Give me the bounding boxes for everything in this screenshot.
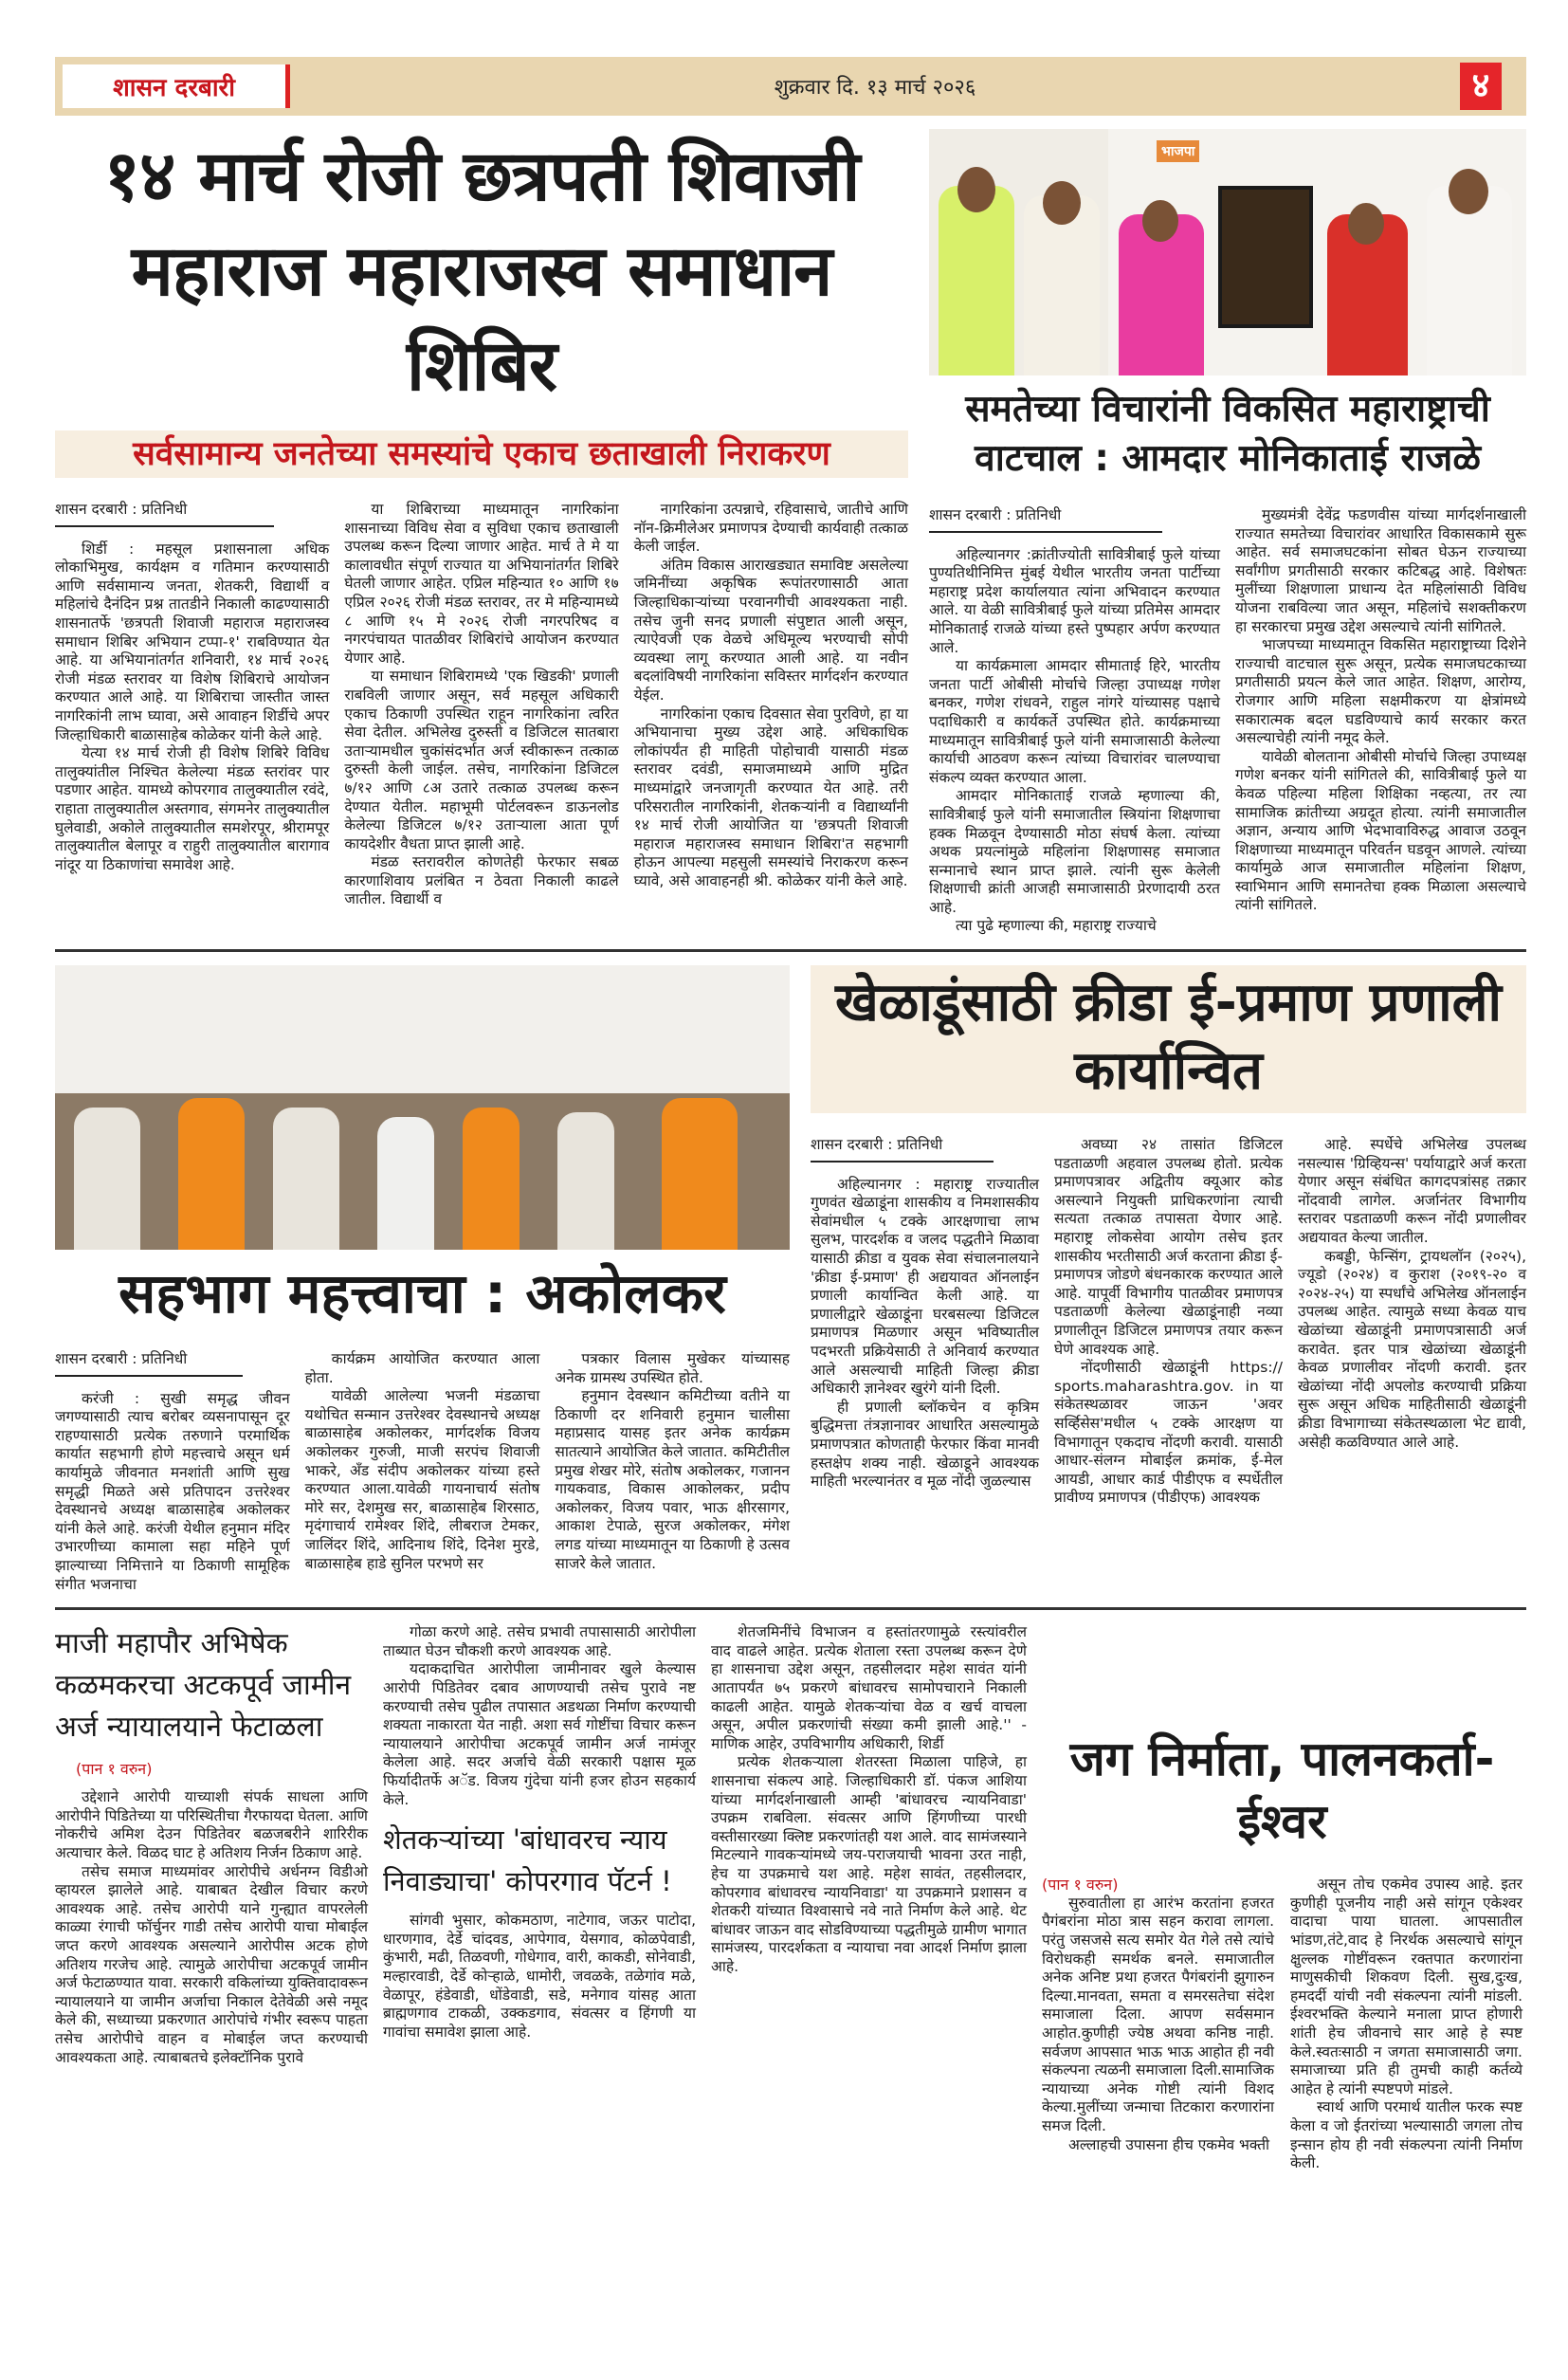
a6-column (711, 1623, 1027, 1976)
paragraph: अल्लाहची उपासना हीच एकमेव भक्ती (1068, 2135, 1270, 2153)
a2-headline: समतेच्या विचारांनी विकसित महाराष्ट्राची वाटचाल : आमदार मोनिकाताई राजळे (965, 388, 1490, 480)
paragraph: यदाकदाचित आरोपीला जामीनावर खुले केल्यास आरोपी पिडितेवर दबाव आणण्याची तसेच पुरावे नष्ट करण्याची तसेच पुढील तपासात अडथळा निर्माण करण्याची शक्यता नाकारता येत नाही. अशा सर्व गोष्टींचा विचार करून न्यायालयाने आरोपीचा अटकपूर्व जामीन अर्ज नामंजूर केलेला आहे. सदर अर्जाचे वेळी सरकारी पक्षास मूळ फिर्यादीतर्फे अॅड. विजय गुंदेचा यांनी हजर होउन सहकार्य केले. (383, 1660, 696, 1808)
a1-col1 (55, 501, 329, 874)
a2-col1 (929, 506, 1220, 936)
paragraph: या समाधान शिबिरामध्ये 'एक खिडकी' प्रणाली राबविली जाणार असून, सर्व महसूल अधिकारी एकाच ठिकाणी उपस्थित राहून नागरिकांना त्वरित सेवा देतील. अभिलेख दुरुस्ती व डिजिटल सातबारा उताऱ्यामधील चुकांसंदर्भात अर्ज स्वीकारून तत्काळ दुरुस्ती केली जाईल. तसेच, नागरिकांना डिजिटल ७/१२ आणि ८अ उतारे तत्काळ उपलब्ध करून देण्यात येतील. महाभूमी पोर्टलवरून डाऊनलोड केलेल्या डिजिटल ७/१२ उताऱ्याला आता पूर्ण कायदेशीर वैधता प्राप्त झाली आहे. (344, 668, 619, 852)
paragraph: नागरिकांना उत्पन्नाचे, रहिवासाचे, जातीचे आणि नॉन-क्रिमीलेअर प्रमाणपत्र देण्याची कार्यवाही तत्काळ केली जाईल. (633, 501, 908, 556)
a5-headline: माजी महापौर अभिषेक कळमकरचा अटकपूर्व जामीन अर्ज न्यायालयाने फेटाळला (55, 1627, 352, 1745)
a4-col3 (1298, 1136, 1526, 1452)
a5-col1 (55, 1788, 368, 2067)
paragraph: ही प्रणाली ब्लॉकचेन व कृत्रिम बुद्धिमत्ता तंत्रज्ञानावर आधारित असल्यामुळे प्रमाणपत्रात कोणताही फेरफार किंवा मानवी हस्तक्षेप शक्य नाही. खेळाडूने आवश्यक माहिती भरल्यानंतर व मूळ नोंदी जुळल्यास (811, 1398, 1039, 1491)
byline: शासन दरबारी : प्रतिनिधी (55, 1350, 243, 1377)
paragraph: अहिल्यानगर : महाराष्ट्र राज्यातील गुणवंत खेळाडूंना शासकीय व निमशासकीय सेवांमधील ५ टक्के आरक्षणाचा लाभ सुलभ, पारदर्शक व जलद पद्धतीने मिळावा यासाठी क्रीडा व युवक सेवा संचालनालयाने 'क्रीडा ई-प्रमाण' ही अद्ययावत ऑनलाईन प्रणाली कार्यान्वित केली आहे. या प्रणालीद्वारे खेळाडूंना घरबसल्या डिजिटल प्रमाणपत्र मिळणार असून भविष्यातील पदभरती प्रक्रियेसाठी ते अनिवार्य करण्यात आले असल्याची माहिती जिल्हा क्रीडा अधिकारी ज्ञानेश्वर खुरंगे यांनी दिली. (811, 1175, 1039, 1398)
a4-headline: खेळाडूंसाठी क्रीडा ई-प्रमाण प्रणाली कार्यान्वित (834, 972, 1503, 1103)
a3-col1 (55, 1350, 290, 1594)
paragraph: शिर्डी : महसूल प्रशासनाला अधिक लोकाभिमुख, कार्यक्षम व गतिमान करण्यासाठी आणि सर्वसामान्य जनता, शेतकरी, विद्यार्थी व महिलांचे दैनंदिन प्रश्न तातडीने निकाली काढण्यासाठी शासनातर्फे 'छत्रपती शिवाजी महाराज महाराजस्व समाधान शिबिर अभियान टप्पा-१' राबविण्यात येत आहे. या अभियानांतर्गत शनिवारी, १४ मार्च २०२६ रोजी मंडळ स्तरावर या विशेष शिबिराचे आयोजन करण्यात आले आहे. या शिबिराचा जास्तीत जास्त नागरिकांनी लाभ घ्यावा, असे आवाहन शिर्डीचे अपर जिल्हाधिकारी बाळासाहेब कोळेकर यांनी केले आहे. (55, 540, 330, 743)
issue-date: शुक्रवार दि. १३ मार्च २०२६ (774, 76, 976, 100)
paragraph: पत्रकार विलास मुखेकर यांच्यासह अनेक ग्रामस्थ उपस्थित होते. (555, 1350, 791, 1386)
newspaper-logo: शासन दरबारी (63, 64, 290, 108)
paragraph: मंडळ स्तरावरील कोणतेही फेरफार सबळ कारणाशिवाय प्रलंबित न ठेवता निकाली काढले जातील. विद्यार्थी व (344, 853, 619, 908)
a4-headline-box (811, 965, 1526, 1113)
paragraph: आमदार मोनिकाताई राजळे म्हणाल्या की, सावित्रीबाई फुले यांनी समाजातील स्त्रियांना शिक्षणाचा हक्क मिळवून देण्यासाठी मोठा संघर्ष केला. त्यांच्या अथक प्रयत्नांमुळे महिलांना शिक्षणासह समाजात सन्मानाचे स्थान प्राप्त झाले. त्यांनी सुरू केलेली शिक्षणाची क्रांती आजही समाजासाठी प्रेरणादायी ठरत आहे. (929, 787, 1220, 916)
a7-headline: जग निर्माता, पालनकर्ता-ईश्वर (1069, 1731, 1495, 1850)
a4-article (811, 965, 1526, 1594)
a7-continued: (पान १ वरुन) (1042, 1876, 1119, 1895)
a5-continued: (पान १ वरुन) (76, 1760, 153, 1779)
paragraph: त्या पुढे म्हणाल्या की, महाराष्ट्र राज्याचे (956, 917, 1157, 935)
a3-headline: सहभाग महत्त्वाचा : अकोलकर (119, 1261, 726, 1327)
paragraph: शेतजमिनींचे विभाजन व हस्तांतरणामुळे रस्त्यांवरील वाद वाढले आहेत. प्रत्येक शेताला रस्ता उपलब्ध करून देणे हा शासनाचा उद्देश असून, तहसीलदार महेश सावंत यांनी आतापर्यंत ७५ प्रकरणे बांधावरच सामोपचाराने निकाली काढली आहेत. यामुळे शेतकऱ्यांचा वेळ व खर्च वाचला असून, अपील प्रकरणांची संख्या कमी झाली आहे.'' - माणिक आहेर, उपविभागीय अधिकारी, शिर्डी (711, 1623, 1027, 1752)
a3-photo (55, 965, 790, 1250)
paragraph: गोळा करणे आहे. तसेच प्रभावी तपासासाठी आरोपीला ताब्यात घेउन चौकशी करणे आवश्यक आहे. (383, 1623, 696, 1659)
paragraph: स्वार्थ आणि परमार्थ यातील फरक स्पष्ट केला व जो ईतरांच्या भल्यासाठी जगला तोच इन्सान होय ही नवी संकल्पना त्यांनी निर्माण केली. (1290, 2098, 1522, 2172)
a1-col3 (634, 501, 908, 890)
divider (55, 1607, 1526, 1610)
paragraph: येत्या १४ मार्च रोजी ही विशेष शिबिरे विविध तालुक्यांतील निश्चित केलेल्या मंडळ स्तरांवर पार पडणार आहेत. यामध्ये कोपरगाव तालुक्यातील रवंदे, राहाता तालुक्यातील अस्तगाव, संगमनेर तालुक्यातील घुलेवाडी, अकोले तालुक्यातील समशेरपूर, श्रीरामपूर तालुक्यातील बेलापूर व राहुरी तालुक्यातील बारागाव नांदूर या ठिकाणांचा समावेश आहे. (55, 744, 330, 873)
a1-article (55, 129, 908, 936)
a1-headline: १४ मार्च रोजी छत्रपती शिवाजी महाराज महाराजस्व समाधान शिबिर (103, 136, 860, 407)
paragraph: नागरिकांना एकाच दिवसात सेवा पुरविणे, हा या अभियानाचा मुख्य उद्देश आहे. अधिकाधिक लोकांपर्यंत ही माहिती पोहोचावी यासाठी मंडळ स्तरावर दवंडी, समाजमाध्यमे आणि मुद्रित माध्यमांद्वारे जनजागृती करण्यात येत आहे. तरी परिसरातील नागरिकांनी, शेतकऱ्यांनी व विद्यार्थ्यांनी १४ मार्च रोजी आयोजित या 'छत्रपती शिवाजी महाराज महाराजस्व समाधान शिबिरा'त सहभागी होऊन आपल्या महसुली समस्यांचे निराकरण करून घ्यावे, असे आवाहनही श्री. कोळेकर यांनी केले आहे. (633, 705, 908, 889)
a6-col2 (711, 1623, 1027, 1976)
paragraph: कार्यक्रम आयोजित करण्यात आला होता. (304, 1350, 540, 1386)
a7-article (1042, 1623, 1522, 2173)
paragraph: तसेच समाज माध्यमांवर आरोपीचे अर्धनग्न विडीओ व्हायरल झालेले आहे. याबाबत देखील विचार करणे आवश्यक आहे. तसेच आरोपी याने गुन्ह्यात वापरलेली काळ्या रंगाची फॉर्चुनर गाडी तसेच आरोपी याचा मोबाईल जप्त करणे आवश्यक असल्याने आरोपीस अटक होणे अतिशय गरजेच आहे. त्यामुळे आरोपीचा अटकपूर्व जामीन अर्ज फेटाळण्यात यावा. सरकारी वकिलांच्या युक्तिवादावरून न्यायालयाने या जामीन अर्जाचा निकाल देतेवेळी असे नमूद केले की, सध्याच्या प्रकरणात आरोपांचे गंभीर स्वरूप पाहता तसेच आरोपीचे वाहन व मोबाईल जप्त करण्याची आवश्यकता आहे. त्याबाबतचे इलेक्टॉनिक पुरावे (55, 1862, 368, 2066)
paragraph: या कार्यक्रमाला आमदार सीमाताई हिरे, भारतीय जनता पार्टी ओबीसी मोर्चाचे जिल्हा उपाध्यक्ष गणेश बनकर, गणेश रांधवने, राहुल नांगरे यांच्यासह पक्षाचे पदाधिकारी व कार्यकर्ते उपस्थित होते. कार्यक्रमाच्या माध्यमातून सावित्रीबाई फुले यांनी समाजासाठी केलेल्या कार्याची आठवण करून त्यांच्या विचारांवर चालण्याचा संकल्प व्यक्त करण्यात आला. (929, 657, 1220, 786)
a6-headline: शेतकऱ्यांच्या 'बांधावरच न्याय निवाड्याचा' कोपरगाव पॅटर्न ! (383, 1823, 672, 1898)
paragraph: सांगवी भुसार, कोकमठाण, नाटेगाव, जऊर पाटोदा, धारणगाव, देर्डे चांदवड, आपेगाव, येसगाव, कोळपेवाडी, कुंभारी, मढी, तिळवणी, गोधेगाव, वारी, काकडी, सोनेवाडी, मल्हारवाडी, देर्डे कोऱ्हाळे, धामोरी, जवळके, तळेगांव मळे, वेळापूर, हंडेवाडी, धोंडेवाडी, सडे, मनेगाव यांसह आता ब्राह्मणगाव टाकळी, उक्कडगाव, संवत्सर व हिंगणी या गावांचा समावेश झाला आहे. (383, 1912, 696, 2041)
paragraph: सुरुवातीला हा आरंभ करतांना हजरत पैगंबरांना मोठा त्रास सहन करावा लागला. परंतु जसजसे सत्य समोर येत गेले तसे त्यांचे विरोधकही समर्थक बनले. समाजातील अनेक अनिष्ट प्रथा हजरत पैगंबरांनी झुगारुन दिल्या.मानवता, समता व समरसतेचा संदेश समाजाला दिला. आपण सर्वसमान आहोत.कुणीही ज्येष्ठ अथवा कनिष्ठ नाही. सर्वजण आपसात भाऊ भाऊ आहोत ही नवी संकल्पना त्यळनी समाजाला दिली.सामाजिक न्यायाच्या अनेक गोष्टी त्यांनी विशद केल्या.मुलींच्या जन्माचा तिटकारा करणारांना समज दिली. (1042, 1894, 1274, 2134)
paragraph: हनुमान देवस्थान कमिटीच्या वतीने या ठिकाणी दर शनिवारी हनुमान चालीसा महाप्रसाद यासह इतर अनेक कार्यक्रम सातत्याने आयोजित केले जातात. कमिटीतील प्रमुख शेखर मोरे, संतोष अकोलकर, गजानन गायकवाड, विकास आकोलकर, प्रदीप अकोलकर, विजय पवार, भाऊ क्षीरसागर, आकाश टेपाळे, सुरज अकोलकर, मंगेश लगड यांच्या माध्यमातून या ठिकाणी हे उत्सव साजरे केले जातात. (555, 1387, 791, 1572)
a7-col1 (1042, 1876, 1274, 2154)
paragraph: या शिबिराच्या माध्यमातून नागरिकांना शासनाच्या विविध सेवा व सुविधा एकाच छताखाली उपलब्ध करून दिल्या जाणार आहेत. मार्च ते मे या कालावधीत संपूर्ण राज्यात या अभियानांतर्गत शिबिरे घेतली जाणार आहेत. एप्रिल महिन्यात १० आणि १७ एप्रिल २०२६ रोजी मंडळ स्तरावर, तर मे महिन्यामध्ये ८ आणि १५ मे २०२६ रोजी नगरपरिषद व नगरपंचायत पातळीवर शिबिरांचे आयोजन करण्यात येणार आहे. (344, 501, 619, 667)
byline: शासन दरबारी : प्रतिनिधी (811, 1136, 994, 1163)
paragraph: भाजपच्या माध्यमातून विकसित महाराष्ट्राच्या दिशेने राज्याची वाटचाल सुरू असून, प्रत्येक समाजघटकाच्या प्रगतीसाठी प्रयत्न केले जात आहेत. शिक्षण, आरोग्य, रोजगार आणि महिला सक्षमीकरण या क्षेत्रांमध्ये सकारात्मक बदल घडविण्याचे कार्य सरकार करत असल्याचेही त्यांनी नमूद केले. (1235, 636, 1526, 747)
paragraph: यावेळी आलेल्या भजनी मंडळाचा यथोचित सन्मान उत्तरेश्वर देवस्थानचे अध्यक्ष बाळासाहेब अकोलकर, मार्गदर्शक विजय अकोलकर गुरुजी, माजी सरपंच शिवाजी भाकरे, अँड संदीप अकोलकर यांच्या हस्ते करण्यात आला.यावेळी गायनाचार्य संतोष मोरे सर, देशमुख सर, बाळासाहेब शिरसाठ, मृदंगाचार्य रामेश्वर शिंदे, लीबराज टेमकर, जालिंदर शिंदे, आदिनाथ शिंदे, दिनेश मुरडे, बाळासाहेब हाडे सुनिल परभणे सर (304, 1387, 540, 1572)
paragraph: अवघ्या २४ तासांत डिजिटल पडताळणी अहवाल उपलब्ध होतो. प्रत्येक प्रमाणपत्रावर अद्वितीय क्यूआर कोड असल्याने नियुक्ती प्राधिकरणांना त्याची सत्यता तत्काळ तपासता येणार आहे. महाराष्ट्र लोकसेवा आयोग तसेच इतर शासकीय भरतीसाठी अर्ज करताना क्रीडा ई-प्रमाणपत्र जोडणे बंधनकारक करण्यात आले आहे. यापूर्वी विभागीय पातळीवर प्रमाणपत्र पडताळणी केलेल्या खेळाडूंनाही नव्या प्रणालीतून डिजिटल प्रमाणपत्र तयार करून घेणे आवश्यक आहे. (1054, 1136, 1283, 1358)
page-number: ४ (1460, 63, 1502, 110)
a4-col1 (811, 1136, 1039, 1492)
a2-col2 (1235, 506, 1526, 915)
a2-photo (929, 129, 1526, 375)
paragraph: करंजी : सुखी समृद्ध जीवन जगण्यासाठी त्याच बरोबर व्यसनापासून दूर राहण्यासाठी प्रत्येक तरुणाने परमार्थिक कार्यात सहभागी होणे महत्त्वाचे असून धर्म कार्यामुळे जीवनात मनशांती आणि सुख समृद्धी मिळते असे प्रतिपादन उत्तरेश्वर देवस्थानचे अध्यक्ष बाळासाहेब अकोलकर यांनी केले आहे. करंजी येथील हनुमान मंदिर उभारणीच्या कामाला सहा महिने पूर्ण झाल्याच्या निमित्ताने या ठिकाणी सामूहिक संगीत भजनाचा (55, 1389, 290, 1593)
a1-col2 (344, 501, 618, 909)
a3-article (55, 965, 790, 1594)
bjp-backdrop-text: भाजपा (1157, 140, 1199, 162)
paragraph: नोंदणीसाठी खेळाडूंनी https:// sports.maharashtra.gov. in या संकेतस्थळावर जाऊन 'अवर सर्व्हिसेस'मधील ५ टक्के आरक्षण या विभागातून एकदाच नोंदणी करावी. यासाठी आधार-संलग्न मोबाईल क्रमांक, ई-मेल आयडी, आधार कार्ड पीडीएफ व स्पर्धेतील प्रावीण्य प्रमाणपत्र (पीडीएफ) आवश्यक (1054, 1359, 1283, 1507)
paragraph: आहे. स्पर्धेचे अभिलेख उपलब्ध नसल्यास 'ग्रिव्हियन्स' पर्यायाद्वारे अर्ज करता येणार असून संबंधित कागदपत्रांसह तक्रार नोंदवावी लागेल. अर्जानंतर विभागीय स्तरावर पडताळणी करून नोंदी प्रणालीवर अद्ययावत केल्या जातील. (1298, 1136, 1526, 1247)
byline: शासन दरबारी : प्रतिनिधी (929, 506, 1162, 533)
a5-article (55, 1623, 368, 2067)
masthead-band (55, 57, 1526, 116)
a5-col2 (383, 1623, 696, 1809)
paragraph: उद्देशाने आरोपी याच्याशी संपर्क साधला आणि आरोपीने पिडितेच्या या परिस्थितीचा गैरफायदा घेतला. आणि नोकरीचे अमिश देउन पिडितेवर बळजबरीने शारिरीक अत्याचार केले. विळद घाट हे अतिशय निर्जन ठिकाण आहे. (55, 1788, 368, 1861)
a6-col1 (383, 1912, 696, 2041)
paragraph: मुख्यमंत्री देवेंद्र फडणवीस यांच्या मार्गदर्शनाखाली राज्यात समतेच्या विचारांवर आधारित विकासकामे सुरू आहेत. सर्व समाजघटकांना सोबत घेऊन राज्याच्या सर्वांगीण प्रगतीसाठी सरकार कटिबद्ध आहे. विशेषतः मुलींच्या शिक्षणाला प्राधान्य देत महिलांसाठी विविध योजना राबविल्या जात असून, महिलांचे सशक्तीकरण हा सरकारचा प्रमुख उद्देश असल्याचे त्यांनी सांगितले. (1235, 506, 1526, 635)
a3-col2 (305, 1350, 540, 1573)
paragraph: यावेळी बोलताना ओबीसी मोर्चाचे जिल्हा उपाध्यक्ष गणेश बनकर यांनी सांगितले की, सावित्रीबाई फुले या केवळ पहिल्या महिला शिक्षिका नव्हत्या, तर त्या सामाजिक क्रांतीच्या अग्रदूत होत्या. त्यांनी समाजातील अज्ञान, अन्याय आणि भेदभावाविरुद्ध आवाज उठवून शिक्षणाच्या माध्यमातून परिवर्तन घडवून आणले. त्यांच्या कार्यामुळे आज समाजातील महिलांना शिक्षण, स्वाभिमान आणि समानतेचा हक्क मिळाला असल्याचे त्यांनी सांगितले. (1235, 747, 1526, 914)
paragraph: प्रत्येक शेतकऱ्याला शेतरस्ता मिळाला पाहिजे, हा शासनाचा संकल्प आहे. जिल्हाधिकारी डॉ. पंकज आशिया यांच्या मार्गदर्शनाखाली आम्ही 'बांधावरच न्यायनिवाडा' उपक्रम राबविला. संवत्सर आणि हिंगणीच्या पारधी वस्तीसारख्या क्लिष्ट प्रकरणांतही यश आले. वाद सामंजस्याने मिटल्याने गावकऱ्यांमध्ये जय-पराजयाची भावना उरत नाही, हेच या उपक्रमाचे यश आहे. महेश सावंत, तहसीलदार, कोपरगाव बांधावरच न्यायनिवाडा' या उपक्रमाने प्रशासन व शेतकरी यांच्यात विश्वासाचे नवे नाते निर्माण केले आहे. थेट बांधावर जाऊन वाद सोडविण्याच्या पद्धतीमुळे ग्रामीण भागात सामंजस्य, पारदर्शकता व न्यायाचा नवा आदर्श निर्माण झाला आहे. (711, 1753, 1027, 1975)
a7-col2 (1290, 1876, 1522, 2173)
a5-a6-column (383, 1623, 696, 2041)
paragraph: अंतिम विकास आराखड्यात समाविष्ट असलेल्या जमिनींच्या अकृषिक रूपांतरणासाठी आता जिल्हाधिकाऱ्यांच्या परवानगीची आवश्यकता नाही. तसेच जुनी सनद प्रणाली संपुष्टात आली असून, त्याऐवजी एक वेळचे अधिमूल्य भरण्याची सोपी व्यवस्था लागू करण्यात आली आहे. या नवीन बदलांविषयी नागरिकांना सविस्तर मार्गदर्शन करण्यात येईल. (633, 556, 908, 704)
byline: शासन दरबारी : प्रतिनिधी (55, 501, 274, 527)
a2-article (929, 129, 1526, 936)
paragraph: अहिल्यानगर :क्रांतीज्योती सावित्रीबाई फुले यांच्या पुण्यतिथीनिमित्त मुंबई येथील भारतीय जनता पार्टीच्या महाराष्ट्र प्रदेश कार्यालयात त्यांना अभिवादन करण्यात आले. या वेळी सावित्रीबाई फुले यांच्या प्रतिमेस आमदार मोनिकाताई राजळे यांच्या हस्ते पुष्पहार अर्पण करण्यात आले. (929, 545, 1220, 656)
a4-col2 (1054, 1136, 1283, 1508)
paragraph: असून तोच एकमेव उपास्य आहे. इतर कुणीही पूजनीय नाही असे सांगून एकेश्वर वादाचा पाया घातला. आपसातील भांडण,तंटे,वाद हे निरर्थक असल्याचे सांगून क्षुल्लक गोष्टींवरून रक्तपात करणारांना माणुसकीची शिकवण दिली. सुख,दुःख, हमदर्दी यांची नवी संकल्पना त्यांनी मांडली. ईश्वरभक्ति केल्याने मनाला प्राप्त होणारी शांती हेच जीवनाचे सार आहे हे स्पष्ट केले.स्वतःसाठी न जगता समाजासाठी जगा. समाजाच्या प्रति ही तुमची काही कर्तव्ये आहेत हे त्यांनी स्पष्टपणे मांडले. (1290, 1876, 1522, 2097)
a1-subheadline: सर्वसामान्य जनतेच्या समस्यांचे एकाच छताखाली निराकरण (55, 430, 908, 478)
divider (55, 949, 1526, 952)
paragraph: कबड्डी, फेन्सिंग, ट्रायथलॉन (२०२५), ज्यूडो (२०२४) व कुराश (२०१९-२० व २०२४-२५) या स्पर्धांचे अभिलेख ऑनलाईन उपलब्ध आहेत. त्यामुळे सध्या केवळ याच खेळांच्या खेळाडूंनी प्रमाणपत्रासाठी अर्ज करावेत. इतर पात्र खेळांच्या खेळाडूंनी केवळ प्रणालीवर नोंदणी करावी. इतर खेळांच्या नोंदी अपलोड करण्याची प्रक्रिया सुरू असून अधिक माहितीसाठी खेळाडूंनी क्रीडा विभागाच्या संकेतस्थळाला भेट द्यावी, असेही कळविण्यात आले आहे. (1298, 1247, 1526, 1451)
a3-col3 (555, 1350, 790, 1573)
